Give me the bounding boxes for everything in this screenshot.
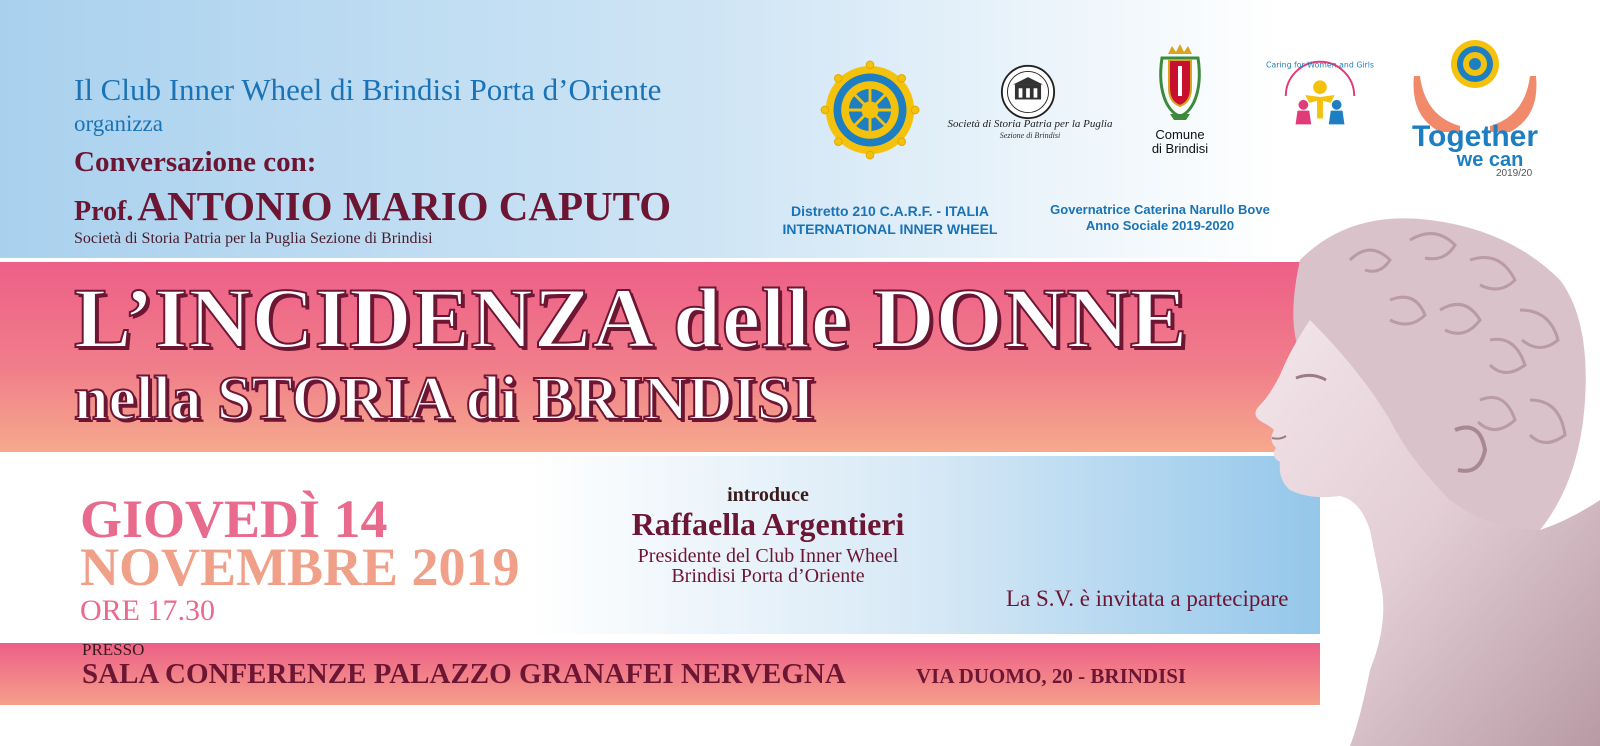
district-line-1: Distretto 210 C.A.R.F. - ITALIA: [790, 203, 990, 219]
speaker: [74, 182, 671, 230]
organizza-label: organizza: [74, 111, 163, 136]
district-line-2: INTERNATIONAL INNER WHEEL: [782, 221, 998, 237]
caring-text: Caring for Women and Girls: [1265, 60, 1375, 70]
together-year: 2019/20: [1496, 168, 1533, 179]
speaker-prefix: Prof.: [74, 196, 134, 227]
event-title-line-2: nella STORIA di BRINDISI: [74, 365, 816, 433]
comune-crest-icon: [1152, 44, 1208, 124]
event-title-line-1: L’INCIDENZA delle DONNE: [74, 270, 1189, 366]
event-date-month-year: NOVEMBRE 2019: [80, 537, 520, 597]
statue-head-image: [1240, 200, 1600, 746]
venue-name: SALA CONFERENZE PALAZZO GRANAFEI NERVEGNA: [82, 658, 846, 690]
organizer-club: Il Club Inner Wheel di Brindisi Porta d’Oriente: [74, 72, 662, 107]
event-date-day: GIOVEDÌ 14: [80, 489, 388, 549]
governatrice-line-1: Governatrice Caterina Narullo Bove: [1050, 202, 1270, 217]
inner-wheel-logo: [822, 62, 918, 158]
governatrice-line-2: Anno Sociale 2019-2020: [1085, 218, 1235, 233]
introduce-label: introduce: [727, 484, 809, 506]
invitation-text: La S.V. è invitata a partecipare: [1006, 586, 1289, 611]
district-info: [760, 202, 1020, 238]
storia-subcaption: Sezione di Brindisi: [999, 131, 1061, 140]
comune-caption: [1130, 128, 1230, 156]
caring-for-women-logo: [1265, 52, 1375, 140]
introducer-role-line-2: Brindisi Porta d’Oriente: [671, 565, 865, 587]
we-can-text: we can: [1456, 149, 1524, 171]
venue-address: VIA DUOMO, 20 - BRINDISI: [916, 664, 1187, 688]
together-text: Together: [1411, 120, 1539, 153]
introducer-role: [600, 546, 936, 586]
comune-line-2: di Brindisi: [1151, 141, 1209, 156]
comune-line-1: Comune: [1155, 127, 1205, 142]
presso-label: PRESSO: [82, 640, 145, 659]
speaker-organization: Società di Storia Patria per la Puglia Sezione di Brindisi: [74, 230, 433, 247]
event-time: ORE 17.30: [80, 594, 215, 627]
speaker-name: ANTONIO MARIO CAPUTO: [137, 183, 672, 229]
introducer-role-line-1: Presidente del Club Inner Wheel: [637, 545, 899, 567]
together-we-can-logo: [1400, 36, 1550, 186]
storia-patria-logo: [1000, 64, 1056, 120]
introducer-name: Raffaella Argentieri: [631, 506, 905, 542]
storia-caption: Società di Storia Patria per la Puglia: [947, 118, 1113, 130]
conversation-label: Conversazione con:: [74, 146, 317, 178]
